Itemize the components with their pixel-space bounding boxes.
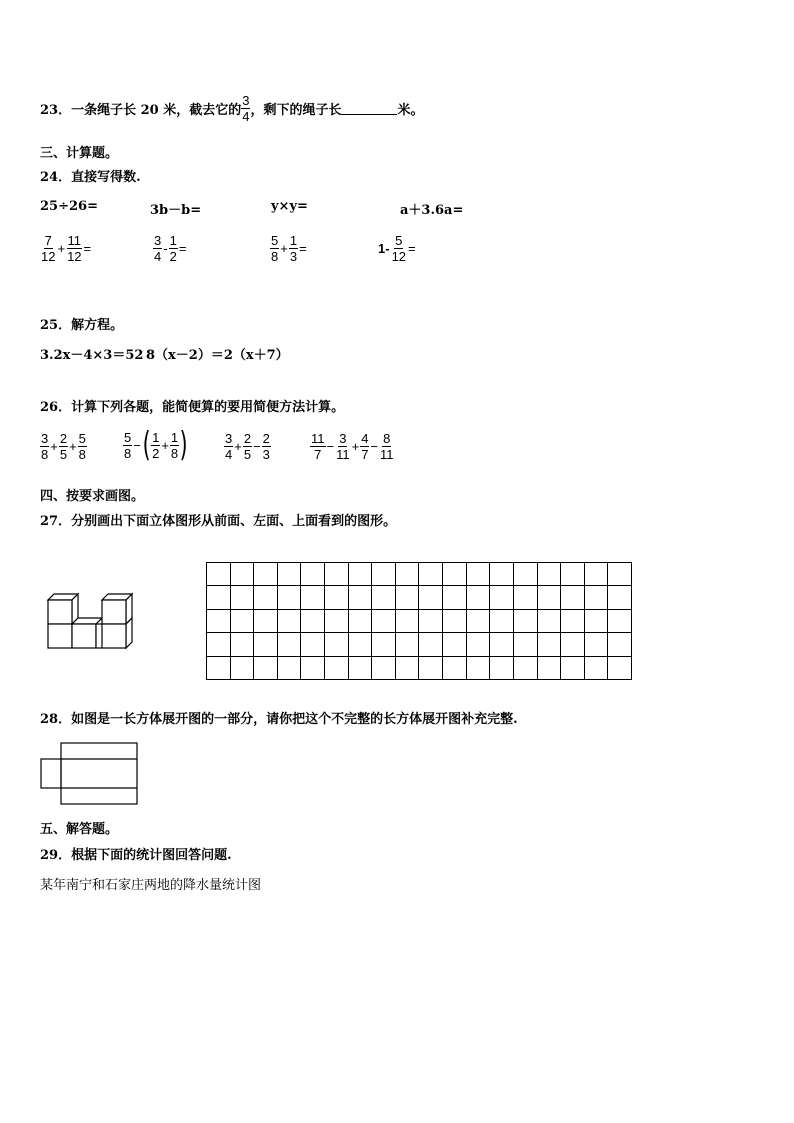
q24-item-6: $\frac{3}{4}$ - $\frac{1}{2}$ =: [154, 233, 187, 264]
grid-cell[interactable]: [207, 586, 231, 609]
q23-middle: ，剩下的绳子长: [250, 102, 342, 118]
q23-answer-blank[interactable]: [341, 102, 397, 115]
q26-expression-4: $\frac{11}{7}$ − $\frac{3}{11}$ + $\frac{4}{7}$ − $\frac{8}{11}$: [311, 431, 394, 462]
grid-cell[interactable]: [443, 633, 467, 656]
grid-cell[interactable]: [538, 563, 562, 586]
grid-cell[interactable]: [396, 563, 420, 586]
grid-cell[interactable]: [278, 657, 302, 680]
right-paren: ): [179, 425, 188, 465]
drawing-grid[interactable]: [206, 562, 632, 680]
grid-cell[interactable]: [538, 586, 562, 609]
grid-cell[interactable]: [349, 610, 373, 633]
grid-cell[interactable]: [396, 610, 420, 633]
grid-cell[interactable]: [514, 657, 538, 680]
grid-cell[interactable]: [585, 586, 609, 609]
grid-cell[interactable]: [419, 610, 443, 633]
question-29-title: 29．根据下面的统计图回答问题.: [40, 848, 232, 863]
grid-cell[interactable]: [372, 633, 396, 656]
grid-cell[interactable]: [561, 563, 585, 586]
grid-cell[interactable]: [349, 586, 373, 609]
grid-cell[interactable]: [514, 586, 538, 609]
grid-cell[interactable]: [372, 586, 396, 609]
grid-cell[interactable]: [301, 610, 325, 633]
grid-cell[interactable]: [561, 633, 585, 656]
grid-cell[interactable]: [231, 586, 255, 609]
grid-cell[interactable]: [419, 586, 443, 609]
grid-cell[interactable]: [514, 610, 538, 633]
grid-cell[interactable]: [231, 610, 255, 633]
grid-cell[interactable]: [561, 610, 585, 633]
grid-cell[interactable]: [349, 563, 373, 586]
question-25-title: 25．解方程。: [40, 318, 124, 333]
q24-item-8: 1- $\frac{5}{12}$ =: [378, 233, 416, 264]
grid-cell[interactable]: [514, 633, 538, 656]
grid-cell[interactable]: [443, 610, 467, 633]
grid-cell[interactable]: [207, 610, 231, 633]
question-24-title: 24．直接写得数.: [40, 170, 141, 185]
grid-cell[interactable]: [254, 657, 278, 680]
section-3-heading: 三、计算题。: [40, 146, 119, 161]
q24-item-1: 25÷26=: [40, 199, 98, 214]
grid-cell[interactable]: [490, 610, 514, 633]
grid-cell[interactable]: [372, 610, 396, 633]
grid-cell[interactable]: [538, 610, 562, 633]
grid-cell[interactable]: [396, 657, 420, 680]
grid-cell[interactable]: [608, 586, 632, 609]
left-paren: (: [142, 425, 151, 465]
q24-item-7: $\frac{5}{8}$ + $\frac{1}{3}$ =: [271, 233, 307, 264]
section-5-heading: 五、解答题。: [40, 822, 119, 837]
grid-cell[interactable]: [349, 657, 373, 680]
grid-cell[interactable]: [396, 633, 420, 656]
grid-cell[interactable]: [561, 657, 585, 680]
q26-expression-2: $\frac{5}{8}$ −( $\frac{1}{2}$ + $\frac{1}{8}$ ): [124, 425, 188, 465]
grid-cell[interactable]: [396, 586, 420, 609]
grid-cell[interactable]: [585, 610, 609, 633]
grid-cell[interactable]: [585, 563, 609, 586]
grid-cell[interactable]: [608, 633, 632, 656]
grid-cell[interactable]: [325, 586, 349, 609]
grid-cell[interactable]: [585, 633, 609, 656]
grid-cell[interactable]: [608, 610, 632, 633]
grid-cell[interactable]: [325, 633, 349, 656]
grid-cell[interactable]: [349, 633, 373, 656]
grid-cell[interactable]: [443, 586, 467, 609]
grid-cell[interactable]: [490, 586, 514, 609]
question-23: [40, 90, 424, 126]
grid-cell[interactable]: [372, 563, 396, 586]
grid-cell[interactable]: [585, 657, 609, 680]
question-27-title: 27．分别画出下面立体图形从前面、左面、上面看到的图形。: [40, 514, 397, 529]
q25-equation-1: 3.2x－4×3＝52: [40, 348, 144, 363]
grid-cell[interactable]: [514, 563, 538, 586]
grid-cell[interactable]: [207, 563, 231, 586]
q25-equation-2: 8（x－2）＝2（x＋7）: [146, 348, 289, 363]
q24-item-3: y×y=: [271, 199, 308, 214]
grid-cell[interactable]: [467, 657, 491, 680]
grid-cell[interactable]: [419, 563, 443, 586]
grid-cell[interactable]: [538, 633, 562, 656]
grid-cell[interactable]: [372, 657, 396, 680]
grid-cell[interactable]: [325, 610, 349, 633]
grid-cell[interactable]: [301, 657, 325, 680]
grid-cell[interactable]: [207, 633, 231, 656]
grid-cell[interactable]: [231, 563, 255, 586]
grid-cell[interactable]: [608, 657, 632, 680]
grid-cell[interactable]: [301, 563, 325, 586]
grid-cell[interactable]: [254, 563, 278, 586]
grid-cell[interactable]: [207, 657, 231, 680]
grid-cell[interactable]: [278, 610, 302, 633]
grid-cell[interactable]: [538, 657, 562, 680]
section-4-heading: 四、按要求画图。: [40, 489, 145, 504]
cuboid-net-figure: [40, 742, 140, 806]
q23-prefix: 23．一条绳子长 20 米，截去它的: [40, 102, 242, 118]
q24-item-2: 3b－b=: [150, 203, 202, 218]
grid-cell[interactable]: [490, 657, 514, 680]
q24-item-5: $\frac{7}{12}$ + $\frac{11}{12}$ =: [41, 233, 92, 264]
grid-cell[interactable]: [254, 610, 278, 633]
grid-cell[interactable]: [301, 633, 325, 656]
grid-cell[interactable]: [254, 633, 278, 656]
grid-cell[interactable]: [231, 657, 255, 680]
q26-expression-1: $\frac{3}{8}$ + $\frac{2}{5}$ + $\frac{5}{8}$: [41, 431, 86, 462]
grid-cell[interactable]: [231, 633, 255, 656]
cube-stack-figure: [44, 582, 144, 652]
grid-cell[interactable]: [443, 657, 467, 680]
q23-suffix: 米。: [397, 102, 424, 118]
q23-fraction: $\frac{3}{4}$: [242, 92, 250, 124]
q24-item-4: a＋3.6a=: [400, 203, 464, 218]
grid-cell[interactable]: [278, 586, 302, 609]
q26-expression-3: $\frac{3}{4}$ + $\frac{2}{5}$ − $\frac{2}{3}$: [225, 431, 270, 462]
grid-cell[interactable]: [278, 633, 302, 656]
grid-cell[interactable]: [419, 633, 443, 656]
grid-cell[interactable]: [419, 657, 443, 680]
chart-caption: 某年南宁和石家庄两地的降水量统计图: [40, 878, 262, 893]
grid-cell[interactable]: [467, 586, 491, 609]
grid-cell[interactable]: [301, 586, 325, 609]
question-28-title: 28．如图是一长方体展开图的一部分，请你把这个不完整的长方体展开图补充完整.: [40, 712, 518, 727]
grid-cell[interactable]: [443, 563, 467, 586]
grid-cell[interactable]: [467, 563, 491, 586]
grid-cell[interactable]: [561, 586, 585, 609]
grid-cell[interactable]: [325, 657, 349, 680]
question-26-title: 26．计算下列各题，能简便算的要用简便方法计算。: [40, 400, 345, 415]
grid-cell[interactable]: [467, 610, 491, 633]
grid-cell[interactable]: [278, 563, 302, 586]
grid-cell[interactable]: [608, 563, 632, 586]
grid-cell[interactable]: [490, 563, 514, 586]
grid-cell[interactable]: [325, 563, 349, 586]
grid-cell[interactable]: [490, 633, 514, 656]
grid-cell[interactable]: [467, 633, 491, 656]
grid-cell[interactable]: [254, 586, 278, 609]
